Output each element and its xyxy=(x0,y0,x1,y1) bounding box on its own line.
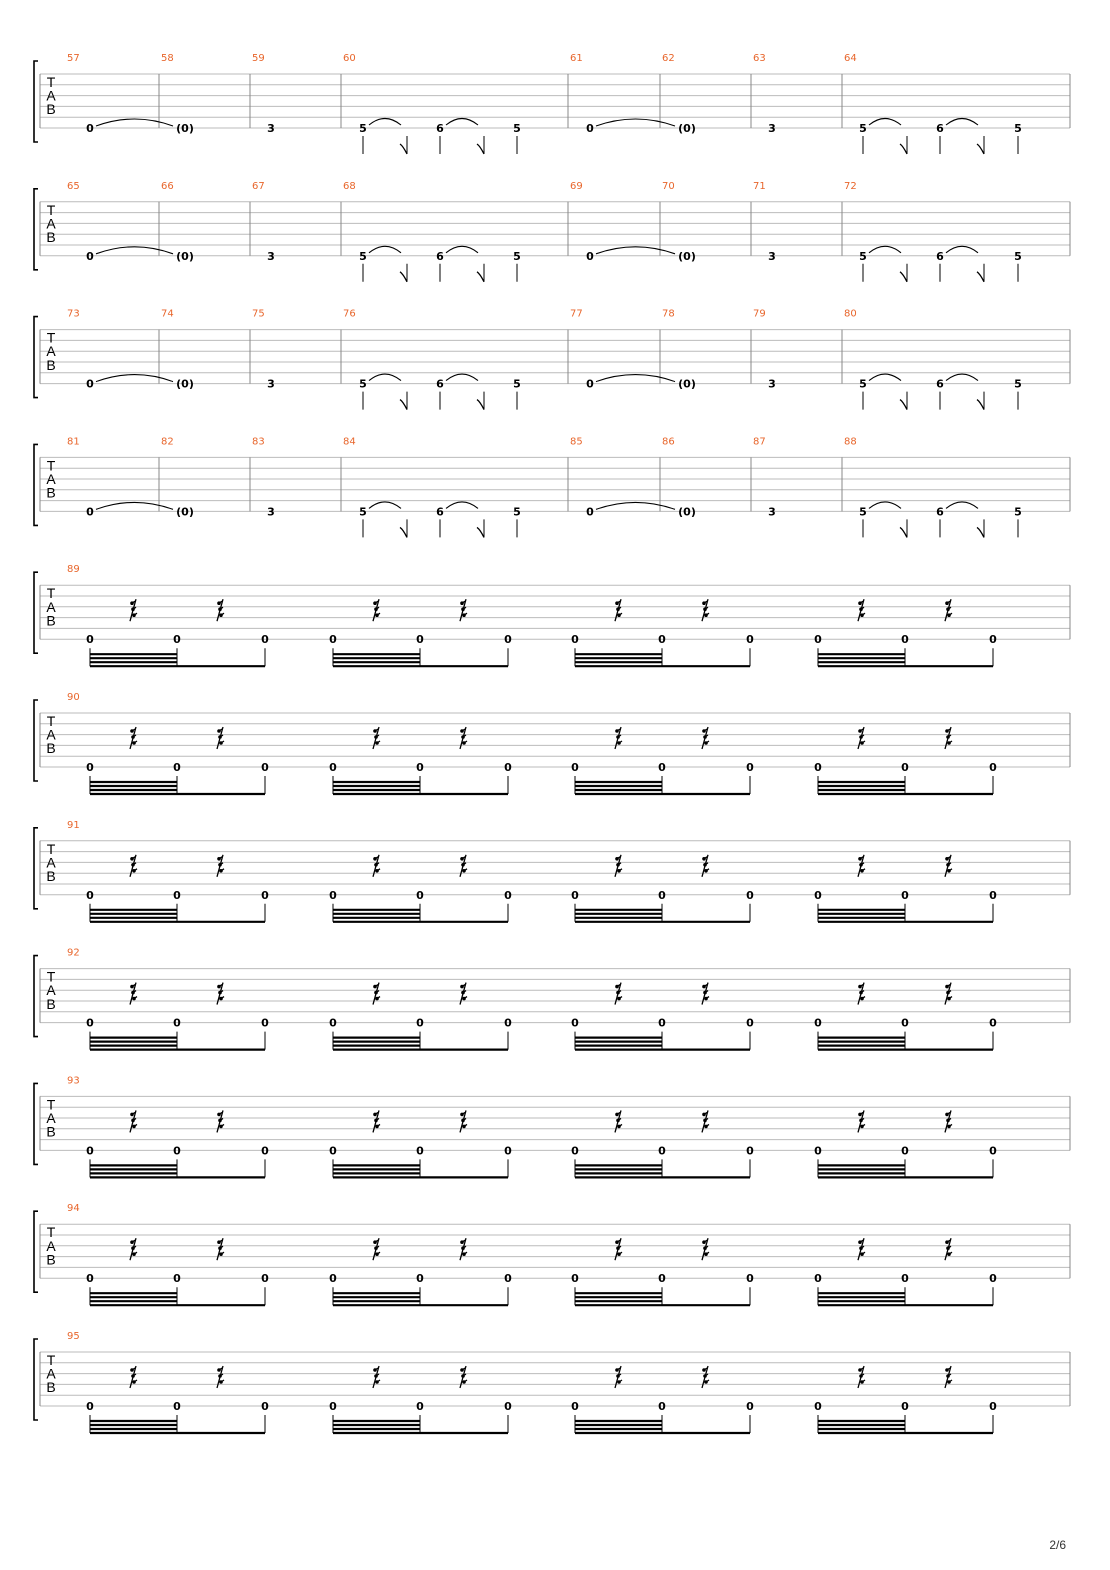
fret-number: 0 xyxy=(329,888,337,902)
fret-number: 0 xyxy=(814,761,822,774)
tie-arc xyxy=(96,502,173,509)
fret-number: 0 xyxy=(586,505,594,519)
fret-number: 5 xyxy=(1014,377,1022,391)
fret-number: 0 xyxy=(901,888,909,902)
tab-clef-letter: T xyxy=(46,585,56,602)
measure-number: 87 xyxy=(753,436,766,448)
measure-number: 69 xyxy=(570,180,583,192)
fret-number: 0 xyxy=(86,1144,94,1158)
slur-arc xyxy=(946,119,978,126)
system-bracket xyxy=(34,61,38,142)
fret-number: 0 xyxy=(504,633,512,647)
tab-clef-letter: A xyxy=(46,1365,56,1382)
system-bracket xyxy=(34,956,38,1037)
fret-number: 6 xyxy=(936,122,944,135)
fret-number: 5 xyxy=(1014,505,1022,519)
measure-number: 83 xyxy=(252,436,265,448)
tab-clef-letter: B xyxy=(46,484,56,501)
fret-number: 0 xyxy=(814,1400,822,1413)
fret-number: 5 xyxy=(359,122,367,135)
fret-number: 5 xyxy=(359,505,367,519)
fret-number: 5 xyxy=(513,505,521,519)
measure-number: 88 xyxy=(844,436,857,448)
system-bracket xyxy=(34,700,38,781)
fret-number: 0 xyxy=(416,1272,424,1286)
fret-number: 0 xyxy=(746,1272,754,1286)
fret-number: 0 xyxy=(989,633,997,647)
fret-number: 0 xyxy=(261,1272,269,1286)
fret-number: 0 xyxy=(86,1400,94,1413)
fret-number: 0 xyxy=(989,1272,997,1286)
measure-number: 66 xyxy=(161,180,174,192)
note-flag xyxy=(977,272,984,282)
measure-number: 90 xyxy=(67,692,80,703)
fret-number: 0 xyxy=(658,1400,666,1413)
measure-number: 77 xyxy=(570,308,583,320)
fret-number: 0 xyxy=(504,888,512,902)
fret-number: 0 xyxy=(989,1144,997,1158)
tab-system-4 xyxy=(34,436,1070,537)
fret-number: 0 xyxy=(329,1016,337,1030)
slur-arc xyxy=(869,374,901,381)
page-number: 2/6 xyxy=(1049,1538,1066,1552)
fret-number: 0 xyxy=(989,1400,997,1413)
measure-number: 79 xyxy=(753,308,766,320)
fret-number: 0 xyxy=(814,1016,822,1030)
fret-number: 0 xyxy=(504,1016,512,1030)
fret-number: 0 xyxy=(586,249,594,263)
fret-number: 0 xyxy=(901,633,909,647)
note-flag xyxy=(977,144,984,154)
measure-number: 58 xyxy=(161,53,174,64)
fret-number: 0 xyxy=(504,1272,512,1286)
tab-clef-letter: T xyxy=(46,201,56,218)
tab-clef-letter: B xyxy=(46,868,56,884)
slur-arc xyxy=(446,502,478,509)
fret-number: 0 xyxy=(329,761,337,774)
tab-clef-letter: A xyxy=(46,343,56,360)
fret-number: 0 xyxy=(658,888,666,902)
fret-number: 3 xyxy=(267,377,275,391)
note-flag xyxy=(900,527,907,537)
tie-arc xyxy=(596,502,675,509)
note-flag xyxy=(400,400,407,410)
slur-arc xyxy=(446,119,478,126)
fret-number: 0 xyxy=(746,1400,754,1413)
measure-number: 70 xyxy=(662,180,675,192)
fret-number: 5 xyxy=(513,249,521,263)
fret-number: 0 xyxy=(571,1144,579,1158)
slur-arc xyxy=(946,502,978,509)
system-bracket xyxy=(34,1211,38,1292)
slur-arc xyxy=(946,246,978,253)
fret-number: 0 xyxy=(329,1272,337,1286)
fret-number: 0 xyxy=(989,888,997,902)
fret-number: 0 xyxy=(901,1400,909,1413)
tab-clef-letter: T xyxy=(46,1224,56,1241)
measure-number: 65 xyxy=(67,180,80,192)
tie-arc xyxy=(96,247,173,254)
note-flag xyxy=(400,527,407,537)
tab-system-6 xyxy=(34,692,1070,794)
fret-number: 0 xyxy=(86,1016,94,1030)
tie-arc xyxy=(96,375,173,382)
fret-number: 3 xyxy=(768,377,776,391)
tab-system-9 xyxy=(34,1075,1070,1177)
fret-number: (0) xyxy=(678,249,696,263)
fret-number: 0 xyxy=(504,1144,512,1158)
system-bracket xyxy=(34,317,38,398)
measure-number: 84 xyxy=(343,436,356,448)
fret-number: 0 xyxy=(901,1144,909,1158)
measure-number: 85 xyxy=(570,436,583,448)
fret-number: 0 xyxy=(658,761,666,774)
slur-arc xyxy=(369,502,401,509)
tab-clef-letter: B xyxy=(46,356,56,373)
fret-number: 0 xyxy=(416,1144,424,1158)
measure-number: 73 xyxy=(67,308,80,320)
tie-arc xyxy=(596,247,675,254)
measure-number: 76 xyxy=(343,308,356,320)
fret-number: 0 xyxy=(173,1016,181,1030)
tie-arc xyxy=(96,119,173,126)
measure-number: 94 xyxy=(67,1203,80,1215)
tab-clef-letter: A xyxy=(46,471,56,487)
fret-number: 0 xyxy=(86,633,94,647)
tab-system-3 xyxy=(34,309,1070,410)
tie-arc xyxy=(596,375,675,382)
tie-arc xyxy=(596,119,675,126)
fret-number: 5 xyxy=(359,249,367,263)
tab-clef-letter: T xyxy=(46,840,56,857)
note-flag xyxy=(477,527,484,537)
tab-clef-letter: A xyxy=(46,1110,56,1126)
tab-clef-letter: T xyxy=(46,1352,56,1368)
measure-number: 82 xyxy=(161,436,174,448)
tab-system-1 xyxy=(34,53,1070,154)
fret-number: 0 xyxy=(86,249,94,263)
fret-number: 0 xyxy=(571,1272,579,1286)
fret-number: 3 xyxy=(267,122,275,135)
note-flag xyxy=(977,527,984,537)
note-flag xyxy=(900,400,907,410)
fret-number: 0 xyxy=(173,761,181,774)
fret-number: 6 xyxy=(436,377,444,391)
note-flag xyxy=(900,144,907,154)
tab-clef-letter: A xyxy=(46,982,56,999)
fret-number: 3 xyxy=(768,122,776,135)
measure-number: 60 xyxy=(343,53,356,64)
measure-number: 89 xyxy=(67,564,80,576)
note-flag xyxy=(400,272,407,282)
fret-number: 6 xyxy=(936,249,944,263)
fret-number: 0 xyxy=(814,1272,822,1286)
note-flag xyxy=(400,144,407,154)
measure-number: 74 xyxy=(161,308,174,320)
fret-number: 0 xyxy=(329,633,337,647)
fret-number: 6 xyxy=(436,505,444,519)
system-bracket xyxy=(34,189,38,270)
fret-number: 0 xyxy=(261,1016,269,1030)
note-flag xyxy=(900,272,907,282)
tab-clef-letter: T xyxy=(46,329,56,346)
fret-number: 0 xyxy=(814,888,822,902)
fret-number: 0 xyxy=(416,1400,424,1413)
measure-number: 67 xyxy=(252,180,265,192)
note-flag xyxy=(477,144,484,154)
fret-number: 0 xyxy=(329,1400,337,1413)
fret-number: 0 xyxy=(658,1272,666,1286)
fret-number: 0 xyxy=(571,761,579,774)
fret-number: 0 xyxy=(586,122,594,135)
tab-clef-letter: T xyxy=(46,1096,56,1113)
measure-number: 92 xyxy=(67,947,80,959)
measure-number: 68 xyxy=(343,180,356,192)
fret-number: 3 xyxy=(267,249,275,263)
fret-number: 0 xyxy=(658,1144,666,1158)
tab-clef-letter: B xyxy=(46,229,56,245)
fret-number: 0 xyxy=(416,888,424,902)
fret-number: 0 xyxy=(86,505,94,519)
fret-number: 0 xyxy=(261,761,269,774)
fret-number: 5 xyxy=(859,377,867,391)
fret-number: 0 xyxy=(416,761,424,774)
measure-number: 75 xyxy=(252,308,265,320)
slur-arc xyxy=(446,374,478,381)
note-flag xyxy=(477,400,484,410)
slur-arc xyxy=(446,246,478,253)
fret-number: 0 xyxy=(746,888,754,902)
fret-number: 0 xyxy=(416,633,424,647)
fret-number: 0 xyxy=(261,633,269,647)
fret-number: (0) xyxy=(176,505,194,519)
measure-number: 61 xyxy=(570,53,583,64)
fret-number: 3 xyxy=(267,505,275,519)
measure-number: 59 xyxy=(252,53,265,64)
fret-number: 0 xyxy=(571,633,579,647)
fret-number: 5 xyxy=(859,122,867,135)
system-bracket xyxy=(34,1083,38,1164)
slur-arc xyxy=(946,374,978,381)
fret-number: 3 xyxy=(768,505,776,519)
fret-number: 0 xyxy=(901,1272,909,1286)
fret-number: (0) xyxy=(678,122,696,135)
fret-number: 0 xyxy=(173,888,181,902)
fret-number: 0 xyxy=(746,1144,754,1158)
measure-number: 71 xyxy=(753,180,766,192)
fret-number: 5 xyxy=(513,122,521,135)
tab-clef-letter: T xyxy=(46,457,56,474)
slur-arc xyxy=(369,246,401,253)
tab-clef-letter: B xyxy=(46,740,56,757)
tab-clef-letter: B xyxy=(46,995,56,1012)
slur-arc xyxy=(869,119,901,126)
fret-number: 0 xyxy=(173,633,181,647)
slur-arc xyxy=(869,246,901,253)
tab-clef-letter: A xyxy=(46,598,56,615)
fret-number: 0 xyxy=(504,761,512,774)
tab-clef-letter: B xyxy=(46,612,56,629)
tab-system-10 xyxy=(34,1203,1070,1305)
tab-clef-letter: T xyxy=(46,968,56,985)
fret-number: 0 xyxy=(989,1016,997,1030)
system-bracket xyxy=(34,828,38,909)
tab-clef-letter: A xyxy=(46,87,56,104)
fret-number: 0 xyxy=(86,122,94,135)
fret-number: 0 xyxy=(814,1144,822,1158)
fret-number: 0 xyxy=(746,1016,754,1030)
fret-number: 0 xyxy=(658,1016,666,1030)
fret-number: (0) xyxy=(678,505,696,519)
fret-number: 5 xyxy=(859,505,867,519)
tab-system-11 xyxy=(34,1331,1070,1433)
measure-number: 86 xyxy=(662,436,675,448)
fret-number: 0 xyxy=(901,761,909,774)
note-flag xyxy=(977,400,984,410)
fret-number: 0 xyxy=(746,761,754,774)
tab-system-2 xyxy=(34,181,1070,282)
fret-number: 0 xyxy=(746,633,754,647)
slur-arc xyxy=(369,374,401,381)
fret-number: 0 xyxy=(86,377,94,391)
fret-number: 0 xyxy=(86,888,94,902)
tab-system-5 xyxy=(34,564,1070,666)
fret-number: 5 xyxy=(359,377,367,391)
tab-clef-letter: B xyxy=(46,1251,56,1268)
tab-clef-letter: A xyxy=(46,726,56,743)
measure-number: 72 xyxy=(844,180,857,192)
system-bracket xyxy=(34,444,38,525)
fret-number: 0 xyxy=(261,888,269,902)
tab-clef-letter: A xyxy=(46,215,56,232)
slur-arc xyxy=(369,119,401,126)
fret-number: (0) xyxy=(176,249,194,263)
fret-number: 0 xyxy=(261,1144,269,1158)
fret-number: 5 xyxy=(1014,249,1022,263)
tab-clef-letter: T xyxy=(46,713,56,729)
measure-number: 64 xyxy=(844,53,857,64)
tab-clef-letter: B xyxy=(46,1379,56,1396)
fret-number: 0 xyxy=(504,1400,512,1413)
measure-number: 62 xyxy=(662,53,675,64)
fret-number: 0 xyxy=(173,1400,181,1413)
fret-number: (0) xyxy=(176,377,194,391)
fret-number: 5 xyxy=(1014,122,1022,135)
fret-number: 6 xyxy=(436,122,444,135)
measure-number: 57 xyxy=(67,53,80,64)
tab-system-7 xyxy=(34,820,1070,922)
note-flag xyxy=(477,272,484,282)
fret-number: 0 xyxy=(173,1272,181,1286)
fret-number: 0 xyxy=(586,377,594,391)
system-bracket xyxy=(34,572,38,653)
fret-number: 5 xyxy=(859,249,867,263)
fret-number: (0) xyxy=(678,377,696,391)
fret-number: 0 xyxy=(86,1272,94,1286)
measure-number: 91 xyxy=(67,819,80,831)
tab-clef-letter: B xyxy=(46,1123,56,1140)
fret-number: 0 xyxy=(416,1016,424,1030)
fret-number: 0 xyxy=(329,1144,337,1158)
fret-number: 5 xyxy=(513,377,521,391)
fret-number: 0 xyxy=(571,888,579,902)
fret-number: 3 xyxy=(768,249,776,263)
tab-clef-letter: A xyxy=(46,1237,56,1254)
fret-number: 6 xyxy=(936,505,944,519)
system-bracket xyxy=(34,1339,38,1420)
fret-number: 0 xyxy=(989,761,997,774)
tab-clef-letter: T xyxy=(46,74,56,90)
measure-number: 63 xyxy=(753,53,766,64)
slur-arc xyxy=(869,502,901,509)
fret-number: 6 xyxy=(936,377,944,391)
measure-number: 80 xyxy=(844,308,857,320)
measure-number: 93 xyxy=(67,1075,80,1087)
fret-number: (0) xyxy=(176,122,194,135)
fret-number: 0 xyxy=(261,1400,269,1413)
tab-system-8 xyxy=(34,948,1070,1050)
fret-number: 0 xyxy=(814,633,822,647)
measure-number: 78 xyxy=(662,308,675,320)
fret-number: 0 xyxy=(571,1016,579,1030)
fret-number: 0 xyxy=(901,1016,909,1030)
measure-number: 81 xyxy=(67,436,80,448)
fret-number: 6 xyxy=(436,249,444,263)
tab-clef-letter: B xyxy=(46,101,56,118)
fret-number: 0 xyxy=(571,1400,579,1413)
measure-number: 95 xyxy=(67,1331,80,1342)
tab-clef-letter: A xyxy=(46,854,56,871)
fret-number: 0 xyxy=(173,1144,181,1158)
fret-number: 0 xyxy=(86,761,94,774)
fret-number: 0 xyxy=(658,633,666,647)
